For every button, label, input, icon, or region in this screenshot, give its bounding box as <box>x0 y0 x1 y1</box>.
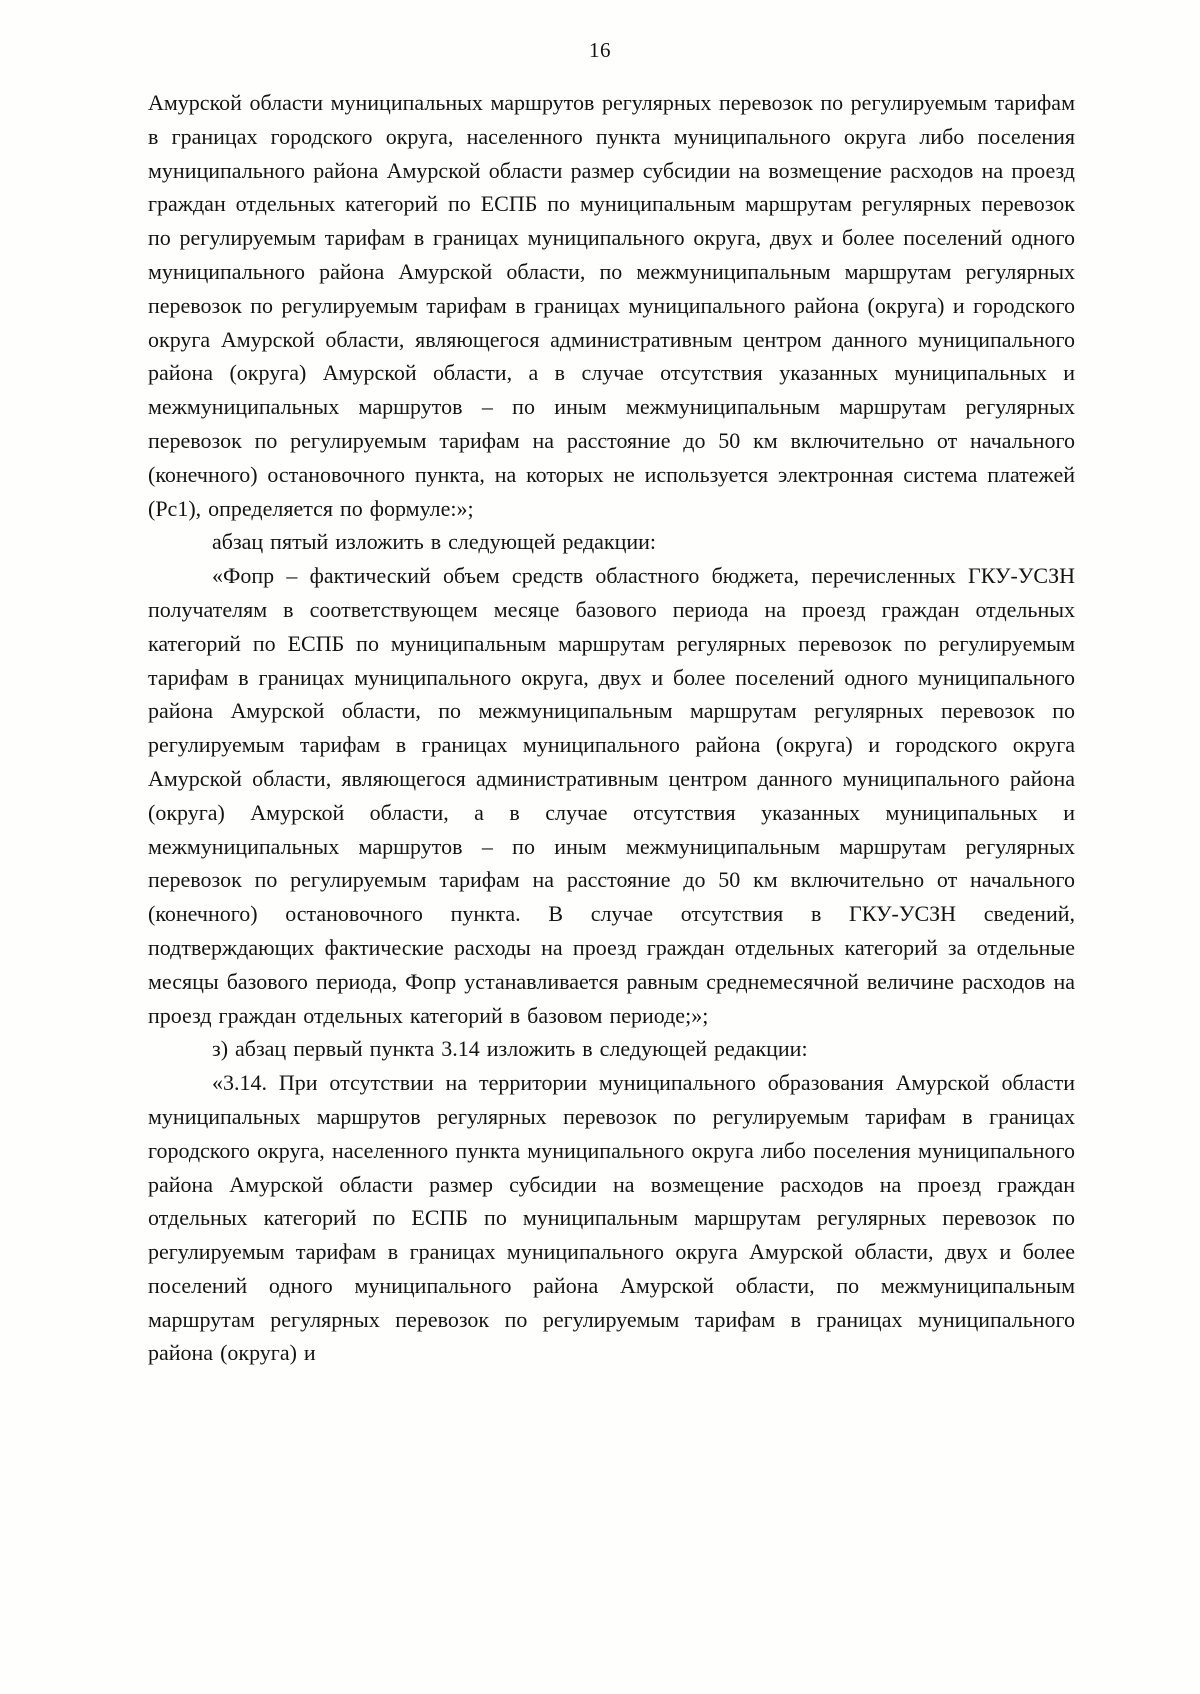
paragraph: «3.14. При отсутствии на территории муниципального образования Амурской области муниципальных маршрутов регулярных перевозок по регулируемым тарифам в границах городского округа, населенного пункта муниципального округа либо поселения муниципального района Амурской области размер субсидии на возмещение расходов на проезд граждан отдельных категорий по ЕСПБ по муниципальным маршрутам регулярных перевозок по регулируемым тарифам в границах муниципального округа Амурской области, двух и более поселений одного муниципального района Амурской области, по межмуниципальным маршрутам регулярных перевозок по регулируемым тарифам в границах муниципального района (округа) и <box>148 1070 1075 1366</box>
paragraph: з) абзац первый пункта 3.14 изложить в следующей редакции: <box>212 1036 808 1062</box>
page-number <box>0 38 1200 63</box>
page-number-text: 16 <box>589 38 611 62</box>
paragraph: абзац пятый изложить в следующей редакции: <box>212 529 657 555</box>
document-body <box>148 86 1075 1370</box>
paragraph: «Фопр – фактический объем средств областного бюджета, перечисленных ГКУ-УСЗН получателям в соответствующем месяце базового периода на проезд граждан отдельных категорий по ЕСПБ по муниципальным маршрутам регулярных перевозок по регулируемым тарифам в границах муниципального округа, двух и более поселений одного муниципального района Амурской области, по межмуниципальным маршрутам регулярных перевозок по регулируемым тарифам в границах муниципального района (округа) и городского округа Амурской области, являющегося административным центром данного муниципального района (округа) Амурской области, а в случае отсутствия указанных муниципальных и межмуниципальных маршрутов – по иным межмуниципальным маршрутам регулярных перевозок по регулируемым тарифам на расстояние до 50 км включительно от начального (конечного) остановочного пункта. В случае отсутствия в ГКУ-УСЗН сведений, подтверждающих фактические расходы на проезд граждан отдельных категорий за отдельные месяцы базового периода, Фопр устанавливается равным среднемесячной величине расходов на проезд граждан отдельных категорий в базовом периоде;»; <box>148 563 1075 1028</box>
paragraph: Амурской области муниципальных маршрутов регулярных перевозок по регулируемым тарифам в границах городского округа, населенного пункта муниципального округа либо поселения муниципального района Амурской области размер субсидии на возмещение расходов на проезд граждан отдельных категорий по ЕСПБ по муниципальным маршрутам регулярных перевозок по регулируемым тарифам в границах муниципального округа, двух и более поселений одного муниципального района Амурской области, по межмуниципальным маршрутам регулярных перевозок по регулируемым тарифам в границах муниципального района (округа) и городского округа Амурской области, являющегося административным центром данного муниципального района (округа) Амурской области, а в случае отсутствия указанных муниципальных и межмуниципальных маршрутов – по иным межмуниципальным маршрутам регулярных перевозок по регулируемым тарифам на расстояние до 50 км включительно от начального (конечного) остановочного пункта, на которых не используется электронная система платежей (Рс1), определяется по формуле:»; <box>148 90 1075 521</box>
